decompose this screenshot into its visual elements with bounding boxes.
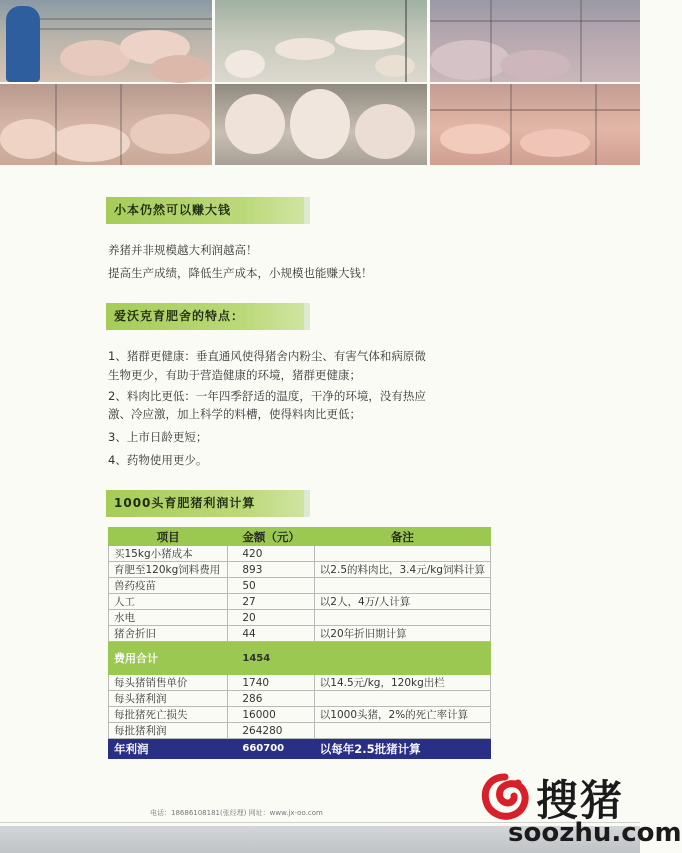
section-heading-profit-calc (106, 490, 304, 517)
item-cell: 每头猪利润 (109, 691, 228, 707)
logo-chinese-text: 搜猪 (536, 776, 625, 825)
subtotal-row (109, 642, 491, 675)
feature-line: 激、冷应激，加上科学的料槽，使得料肉比更低； (108, 407, 361, 421)
item-cell: 兽药疫苗 (109, 578, 228, 594)
table-row (109, 594, 491, 610)
amount-cell: 1740 (228, 675, 314, 691)
note-cell (314, 546, 490, 562)
item-cell: 每批猪利润 (109, 723, 228, 739)
amount-cell: 44 (228, 626, 314, 642)
amount-cell: 286 (228, 691, 314, 707)
pig-farm-photo-grid (0, 0, 640, 165)
amount-cell: 27 (228, 594, 314, 610)
item-cell: 育肥至120kg饲料费用 (109, 562, 228, 578)
note-cell (314, 691, 490, 707)
table-row (109, 562, 491, 578)
note-cell: 以20年折旧期计算 (314, 626, 490, 642)
note-cell: 以2.5的料肉比，3.4元/kg饲料计算 (314, 562, 490, 578)
item-cell: 人工 (109, 594, 228, 610)
section-heading-features (106, 303, 304, 330)
column-header: 项目 (109, 528, 228, 546)
table-row (109, 546, 491, 562)
table-row (109, 626, 491, 642)
note-cell (314, 723, 490, 739)
note-cell (314, 610, 490, 626)
table-row (109, 610, 491, 626)
photo-closeup-pigs (215, 84, 427, 165)
subtotal-note (314, 642, 490, 675)
text-line: 提高生产成绩，降低生产成本，小规模也能赚大钱！ (108, 266, 373, 280)
column-header: 备注 (314, 528, 490, 546)
feature-line: 4、药物使用更少。 (108, 453, 208, 467)
table-row (109, 723, 491, 739)
soozhu-logo-icon (478, 771, 532, 825)
subtotal-amount: 1454 (228, 642, 314, 675)
photo-pen-with-pigs (215, 0, 427, 82)
amount-cell: 893 (228, 562, 314, 578)
table-row (109, 578, 491, 594)
subtotal-label: 费用合计 (109, 642, 228, 675)
photo-farmer-feeding-pigs (0, 0, 212, 82)
footer-contact: 电话：18686108181(张经理) 网址：www.jx-oo.com (150, 809, 323, 817)
section-heading-text: 爱沃克育肥舍的特点： (114, 309, 245, 323)
annual-profit-row (109, 739, 491, 759)
table-row (109, 675, 491, 691)
amount-cell: 16000 (228, 707, 314, 723)
photo-sows-in-stalls (0, 84, 212, 165)
note-cell: 以14.5元/kg，120kg出栏 (314, 675, 490, 691)
item-cell: 每批猪死亡损失 (109, 707, 228, 723)
feature-line: 1、猪群更健康：垂直通风使得猪舍内粉尘、有害气体和病原微 (108, 349, 426, 363)
column-header: 金额（元） (228, 528, 314, 546)
amount-cell: 20 (228, 610, 314, 626)
section-heading-text: 小本仍然可以赚大钱 (114, 203, 232, 217)
annual-note: 以每年2.5批猪计算 (314, 739, 490, 759)
table-row (109, 691, 491, 707)
profit-table (108, 527, 491, 759)
item-cell: 猪舍折旧 (109, 626, 228, 642)
note-cell: 以1000头猪，2%的死亡率计算 (314, 707, 490, 723)
note-cell (314, 578, 490, 594)
annual-amount: 660700 (228, 739, 314, 759)
feature-line: 2、料肉比更低：一年四季舒适的温度，干净的环境，没有热应 (108, 389, 426, 403)
text-line: 养猪并非规模越大利润越高！ (108, 243, 258, 257)
logo-domain-text: soozhu.com (508, 818, 682, 848)
feature-line: 生物更少，有助于营造健康的环境，猪群更健康； (108, 368, 361, 382)
feature-line: 3、上市日龄更短； (108, 430, 208, 444)
photo-farrowing-pens (430, 84, 640, 165)
item-cell: 每头猪销售单价 (109, 675, 228, 691)
section-heading-small-scale (106, 197, 304, 224)
note-cell: 以2人，4万/人计算 (314, 594, 490, 610)
item-cell: 水电 (109, 610, 228, 626)
amount-cell: 420 (228, 546, 314, 562)
photo-pigs-in-crates (430, 0, 640, 82)
amount-cell: 50 (228, 578, 314, 594)
table-header-row (109, 528, 491, 546)
farmer-figure (6, 6, 40, 82)
item-cell: 买15kg小猪成本 (109, 546, 228, 562)
annual-label: 年利润 (109, 739, 228, 759)
amount-cell: 264280 (228, 723, 314, 739)
section-heading-text: 1000头育肥猪利润计算 (114, 496, 256, 510)
table-row (109, 707, 491, 723)
